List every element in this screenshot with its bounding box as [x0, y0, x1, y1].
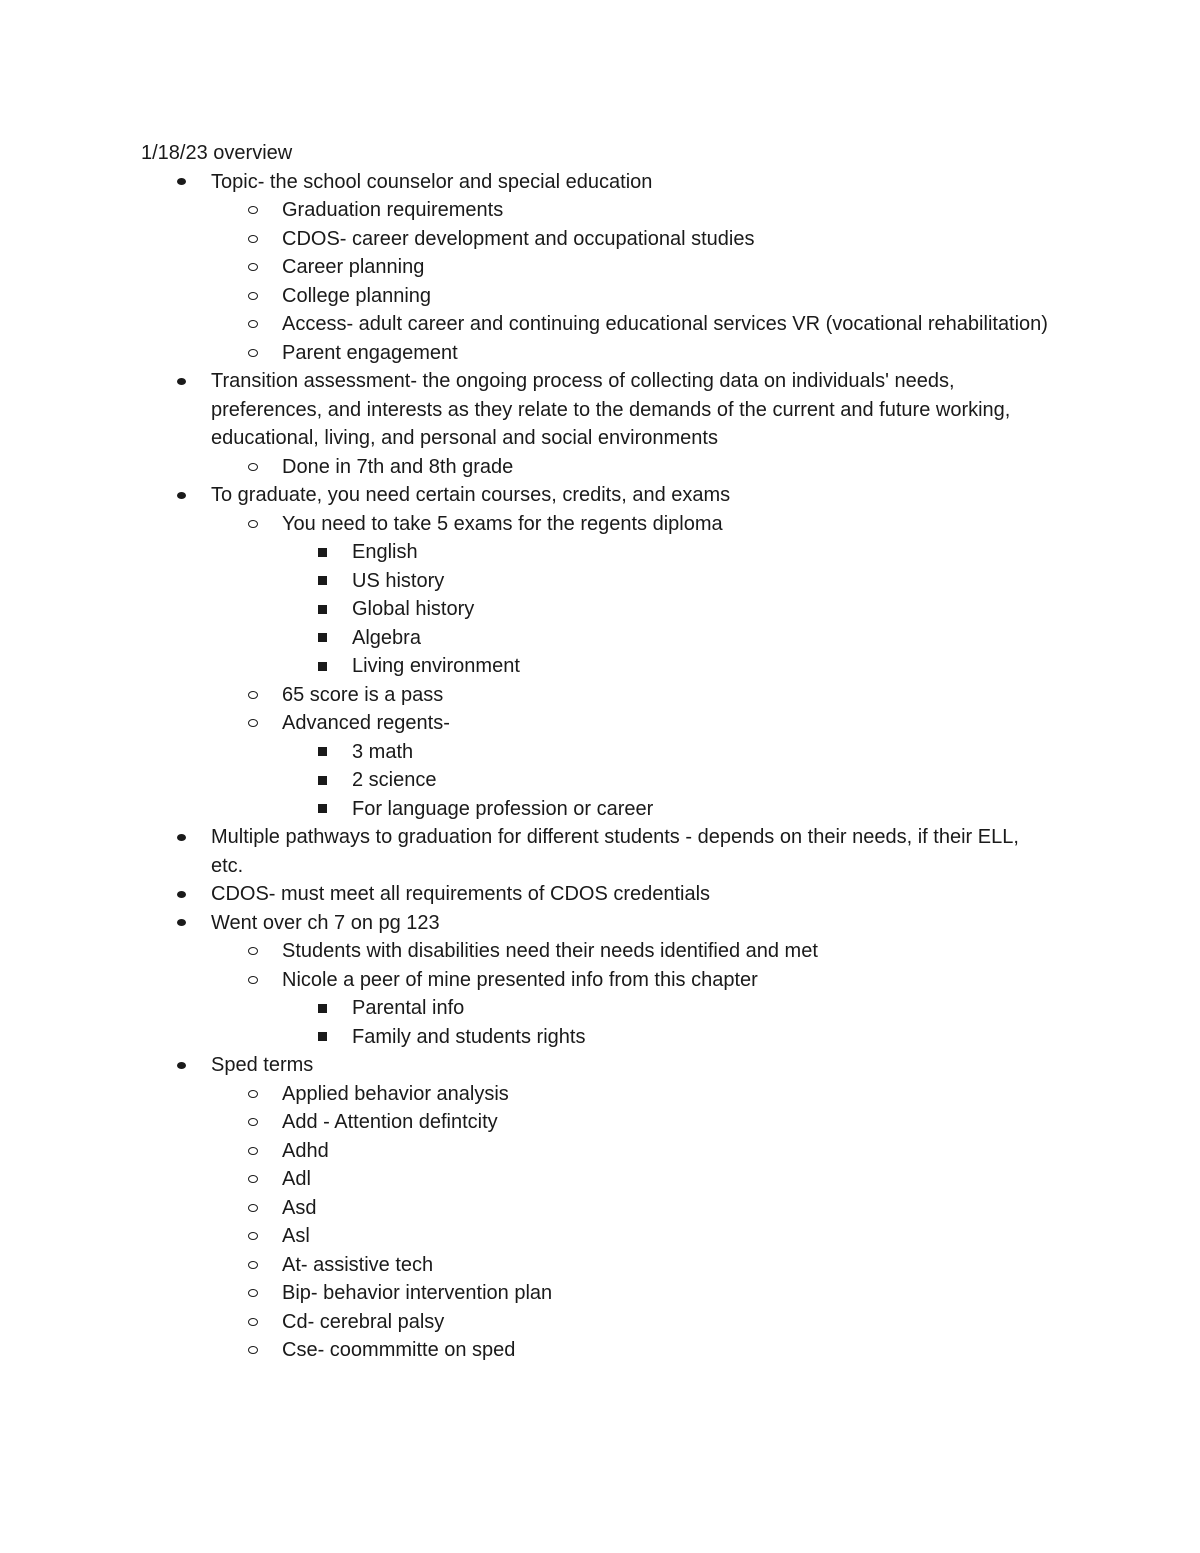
list-item	[141, 1251, 1051, 1280]
list-item	[141, 310, 1051, 339]
list-item-text: Applied behavior analysis	[282, 1082, 509, 1105]
list-item	[141, 367, 1051, 453]
list-item-text: Global history	[352, 598, 475, 620]
list-item	[141, 253, 1051, 282]
list-item	[141, 339, 1051, 368]
list-item-text: Living environment	[352, 655, 520, 677]
bullet-circle-icon	[248, 1194, 258, 1223]
bullet-dot-icon	[177, 367, 186, 396]
list-item	[141, 994, 1051, 1023]
list-item	[141, 567, 1051, 596]
bullet-dot-icon	[177, 909, 186, 938]
list-item	[141, 624, 1051, 653]
list-item-text: Cd- cerebral palsy	[282, 1310, 445, 1333]
list-item	[141, 510, 1051, 539]
list-item-text: Nicole a peer of mine presented info from this chapter	[282, 968, 758, 991]
list-item	[141, 1080, 1051, 1109]
list-item	[141, 909, 1051, 938]
list-item	[141, 1308, 1051, 1337]
bullet-circle-icon	[248, 453, 258, 482]
bullet-dot-icon	[177, 481, 186, 510]
document-content	[141, 139, 1051, 1365]
bullet-square-icon	[318, 1023, 327, 1052]
list-item	[141, 168, 1051, 197]
list-item-text: For language profession or career	[352, 797, 654, 820]
bullet-circle-icon	[248, 196, 258, 225]
list-item	[141, 1165, 1051, 1194]
list-item	[141, 709, 1051, 738]
bullet-circle-icon	[248, 681, 258, 710]
list-item-text: Bip- behavior intervention plan	[282, 1282, 553, 1304]
list-item-text: Multiple pathways to graduation for different students - depends on their needs, if their ELL, etc.	[211, 826, 1019, 877]
list-item	[141, 766, 1051, 795]
list-item	[141, 1023, 1051, 1052]
bullet-dot-icon	[177, 1051, 186, 1080]
list-item-text: Sped terms	[211, 1054, 314, 1076]
bullet-circle-icon	[248, 1137, 258, 1166]
bullet-circle-icon	[248, 1108, 258, 1137]
list-item	[141, 481, 1051, 510]
bullet-dot-icon	[177, 823, 186, 852]
list-item-text: Access- adult career and continuing educational services VR (vocational rehabilitation)	[282, 313, 1048, 335]
bullet-square-icon	[318, 538, 327, 567]
list-item-text: Cse- coommmitte on sped	[282, 1339, 516, 1361]
list-item	[141, 225, 1051, 254]
bullet-circle-icon	[248, 253, 258, 282]
list-item	[141, 1051, 1051, 1080]
list-item	[141, 1336, 1051, 1365]
list-item-text: 65 score is a pass	[282, 683, 444, 706]
list-item-text: Family and students rights	[352, 1025, 586, 1048]
list-item	[141, 595, 1051, 624]
list-item	[141, 880, 1051, 909]
bullet-circle-icon	[248, 709, 258, 738]
list-item-text: English	[352, 541, 418, 563]
list-item-text: CDOS- career development and occupational studies	[282, 227, 755, 250]
bullet-circle-icon	[248, 1279, 258, 1308]
bullet-square-icon	[318, 624, 327, 653]
list-item-text: At- assistive tech	[282, 1253, 434, 1276]
list-item	[141, 681, 1051, 710]
bullet-square-icon	[318, 738, 327, 767]
list-item	[141, 538, 1051, 567]
list-item	[141, 823, 1051, 880]
bullet-square-icon	[318, 652, 327, 681]
list-item-text: US history	[352, 569, 445, 592]
list-item-text: College planning	[282, 284, 432, 307]
list-item-text: Done in 7th and 8th grade	[282, 455, 514, 478]
list-item-text: Algebra	[352, 626, 421, 649]
bullet-square-icon	[318, 567, 327, 596]
list-item-text: 3 math	[352, 740, 414, 763]
list-item	[141, 1194, 1051, 1223]
bullet-square-icon	[318, 994, 327, 1023]
document-title: 1/18/23 overview	[141, 142, 293, 164]
bullet-circle-icon	[248, 510, 258, 539]
bullet-circle-icon	[248, 339, 258, 368]
bullet-circle-icon	[248, 1336, 258, 1365]
notes-list	[141, 168, 1051, 1365]
list-item-text: Advanced regents-	[282, 712, 450, 734]
list-item-text: Topic- the school counselor and special education	[211, 170, 653, 193]
bullet-circle-icon	[248, 1251, 258, 1280]
list-item-text: 2 science	[352, 769, 437, 791]
bullet-circle-icon	[248, 1080, 258, 1109]
list-item-text: You need to take 5 exams for the regents diploma	[282, 512, 723, 535]
list-item	[141, 738, 1051, 767]
list-item	[141, 937, 1051, 966]
list-item-text: To graduate, you need certain courses, credits, and exams	[211, 484, 731, 506]
list-item-text: Graduation requirements	[282, 199, 504, 221]
list-item	[141, 652, 1051, 681]
bullet-dot-icon	[177, 880, 186, 909]
list-item-text: Students with disabilities need their needs identified and met	[282, 940, 818, 962]
bullet-circle-icon	[248, 1222, 258, 1251]
list-item	[141, 196, 1051, 225]
bullet-circle-icon	[248, 1308, 258, 1337]
bullet-square-icon	[318, 795, 327, 824]
bullet-square-icon	[318, 766, 327, 795]
list-item-text: Asl	[282, 1225, 310, 1247]
list-item	[141, 1222, 1051, 1251]
list-item-text: Transition assessment- the ongoing process of collecting data on individuals' needs, preferences, and interests as they relate to the demands of the current and future working, educational, living, and personal and social environments	[211, 370, 1011, 449]
list-item-text: Adhd	[282, 1139, 329, 1162]
bullet-dot-icon	[177, 168, 186, 197]
list-item-text: Asd	[282, 1196, 317, 1219]
list-item-text: Adl	[282, 1168, 311, 1190]
bullet-square-icon	[318, 595, 327, 624]
list-item	[141, 966, 1051, 995]
bullet-circle-icon	[248, 282, 258, 311]
list-item-text: Add - Attention defintcity	[282, 1111, 498, 1133]
bullet-circle-icon	[248, 225, 258, 254]
list-item	[141, 453, 1051, 482]
bullet-circle-icon	[248, 966, 258, 995]
bullet-circle-icon	[248, 1165, 258, 1194]
list-item	[141, 1279, 1051, 1308]
bullet-circle-icon	[248, 937, 258, 966]
list-item	[141, 1137, 1051, 1166]
list-item	[141, 1108, 1051, 1137]
list-item-text: Parental info	[352, 997, 465, 1019]
bullet-circle-icon	[248, 310, 258, 339]
list-item	[141, 282, 1051, 311]
list-item-text: Career planning	[282, 256, 425, 278]
list-item	[141, 795, 1051, 824]
list-item-text: Parent engagement	[282, 341, 458, 364]
list-item-text: CDOS- must meet all requirements of CDOS credentials	[211, 883, 711, 905]
list-item-text: Went over ch 7 on pg 123	[211, 911, 440, 934]
